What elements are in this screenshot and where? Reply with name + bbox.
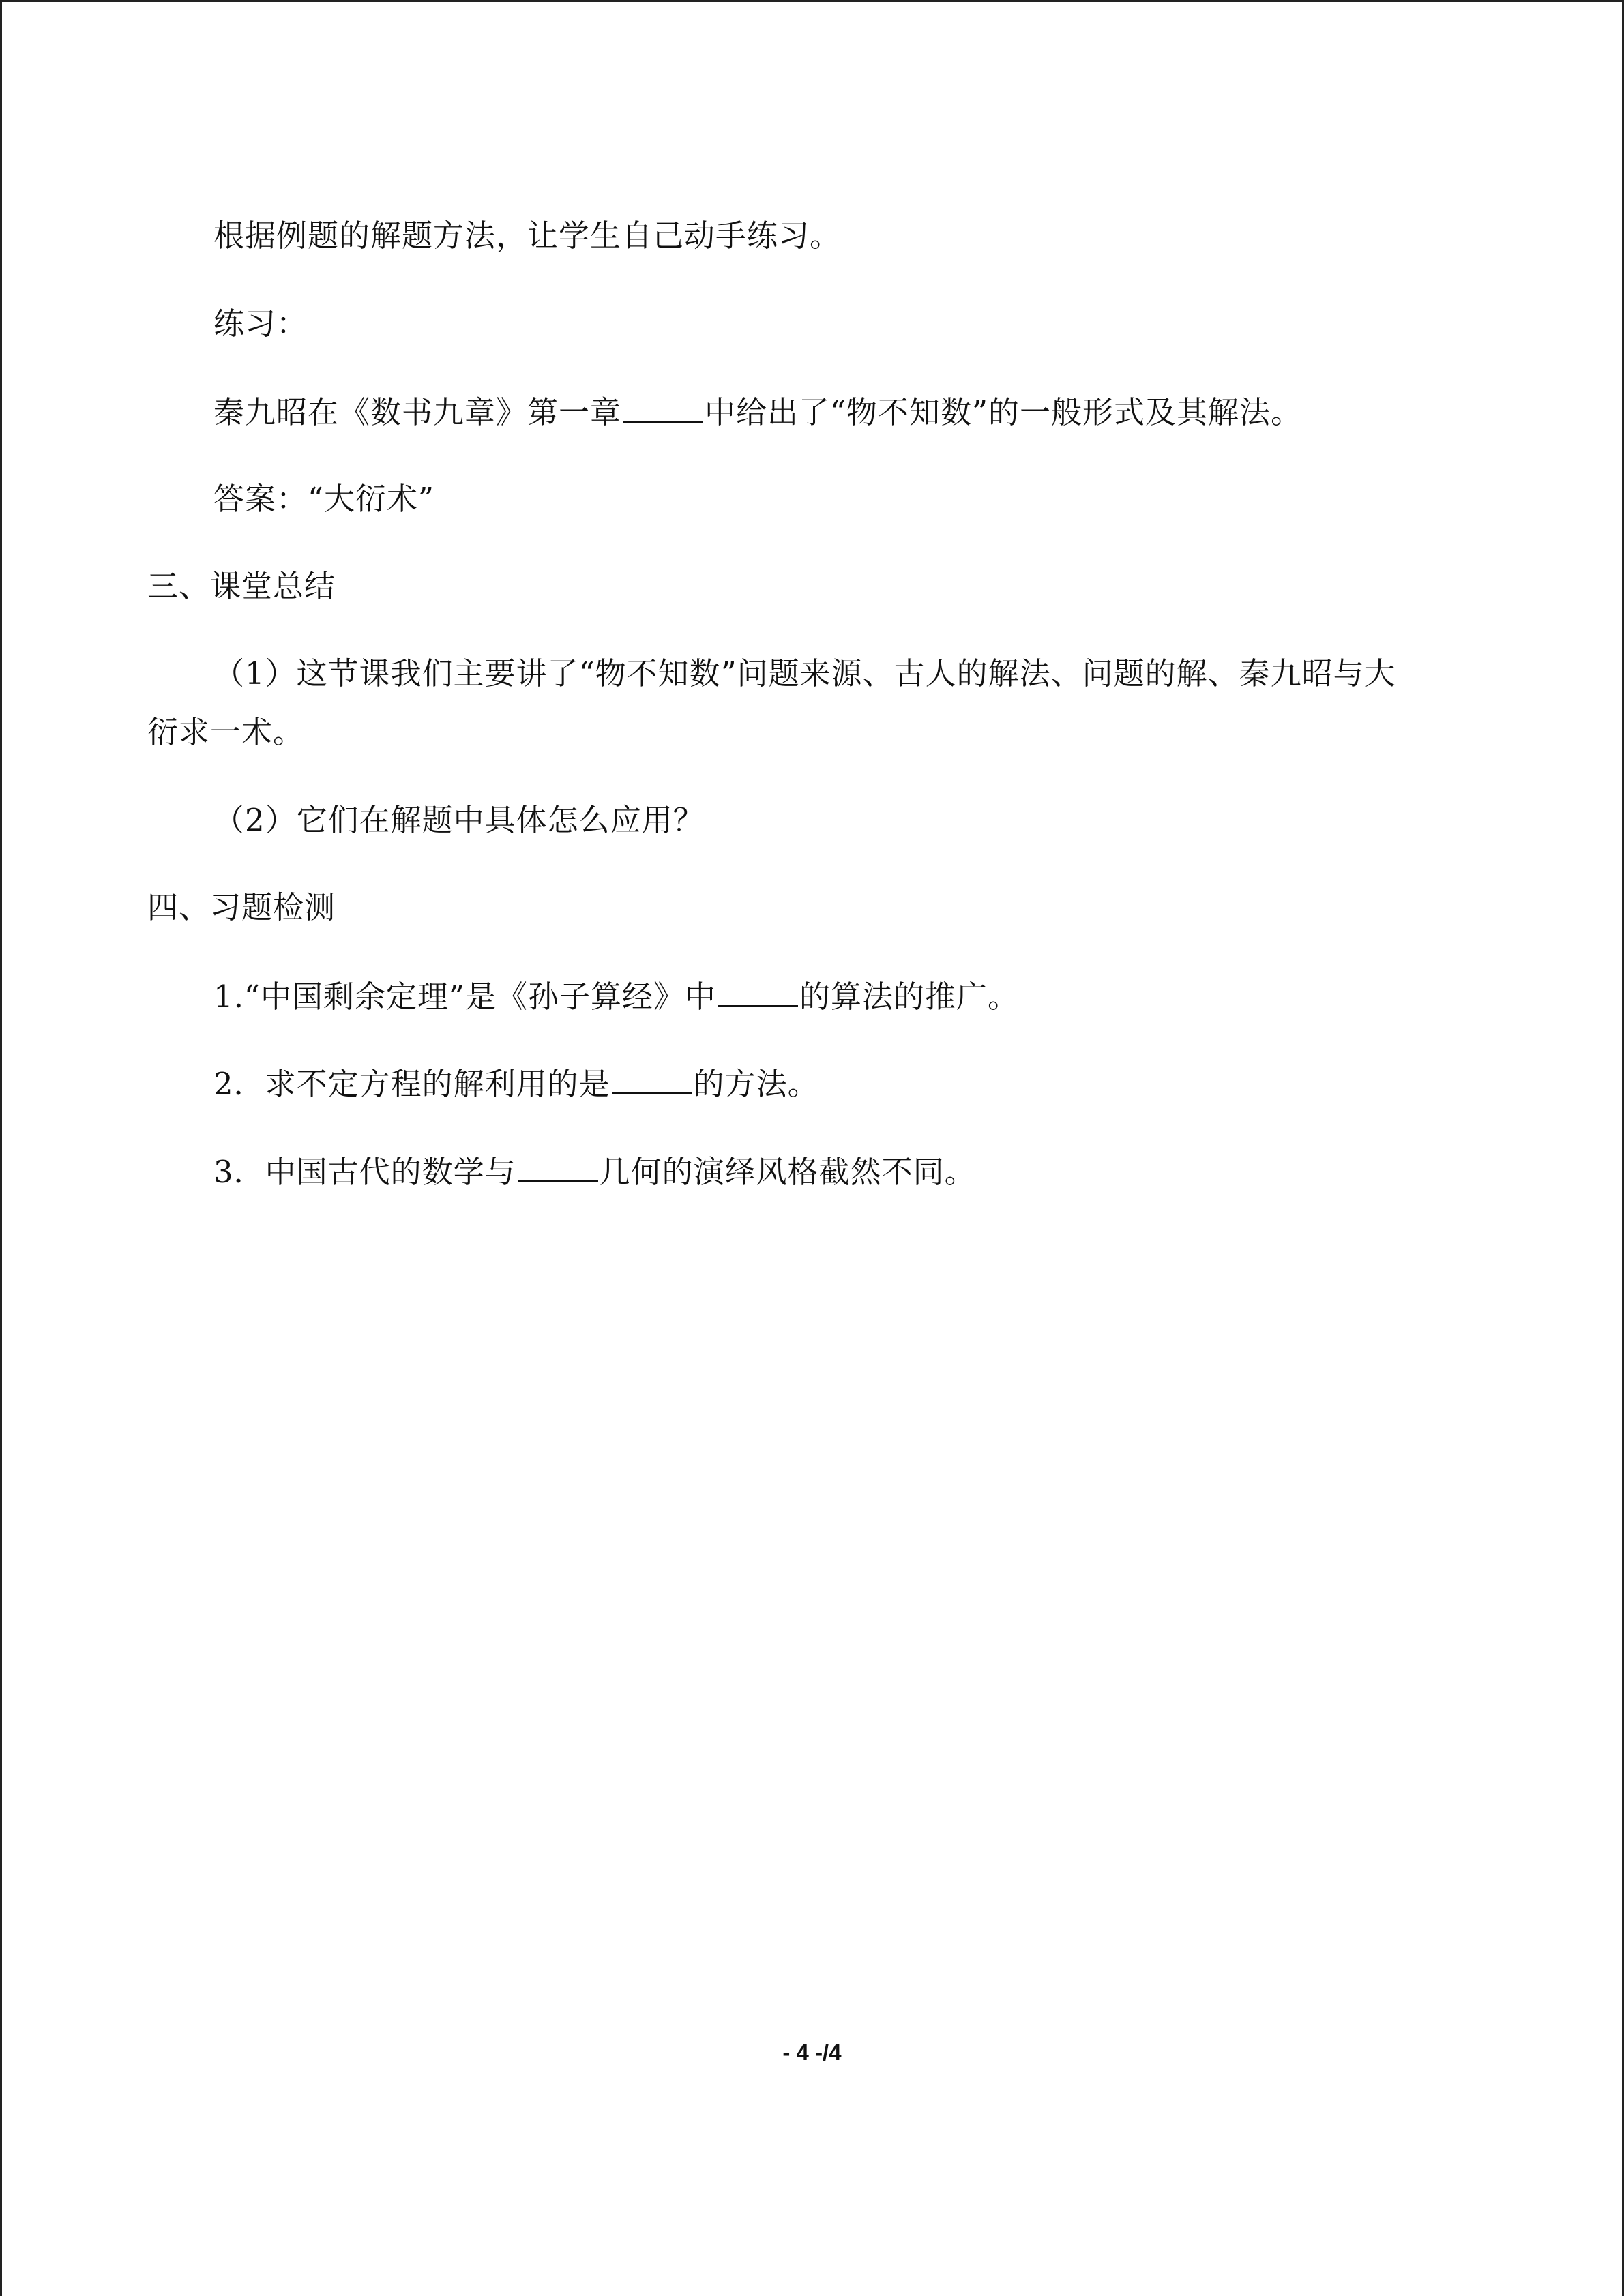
section3-point1-line1: （1）这节课我们主要讲了“物不知数”问题来源、古人的解法、问题的解、秦九昭与大 <box>213 655 1396 691</box>
section3-point2: （2）它们在解题中具体怎么应用？ <box>213 802 705 838</box>
practice-answer: 答案：“大衍术” <box>213 481 435 517</box>
q3-blank <box>518 1150 598 1182</box>
q2-blank <box>612 1062 692 1094</box>
q3-text-before: 3．中国古代的数学与 <box>213 1154 516 1190</box>
practice-question-text-after: 中给出了“物不知数”的一般形式及其解法。 <box>705 394 1303 430</box>
exercise-question-1 <box>213 975 1019 1017</box>
q3-text-after: 几何的演绎风格截然不同。 <box>599 1154 976 1190</box>
q1-text-before: 1.“中国剩余定理”是《孙子算经》中 <box>213 979 716 1015</box>
page-number: - 4 -/4 <box>782 2040 842 2065</box>
intro-paragraph: 根据例题的解题方法，让学生自己动手练习。 <box>213 218 842 254</box>
q2-text-before: 2．求不定方程的解利用的是 <box>213 1066 610 1102</box>
practice-question <box>213 391 1302 433</box>
page-border-top <box>0 0 1624 2</box>
q1-text-after: 的算法的推广。 <box>799 979 1019 1015</box>
page-border-left <box>0 0 2 2296</box>
practice-question-text-before: 秦九昭在《数书九章》第一章 <box>213 394 622 430</box>
practice-question-blank <box>623 391 703 423</box>
exercise-question-2 <box>213 1062 819 1105</box>
section3-heading: 三、课堂总结 <box>147 568 336 604</box>
section3-point1-line2: 衍求一术。 <box>147 714 305 750</box>
practice-label: 练习： <box>213 305 308 342</box>
q1-blank <box>718 975 798 1007</box>
q2-text-after: 的方法。 <box>693 1066 819 1102</box>
section4-heading: 四、习题检测 <box>147 889 336 925</box>
exercise-question-3 <box>213 1150 976 1193</box>
